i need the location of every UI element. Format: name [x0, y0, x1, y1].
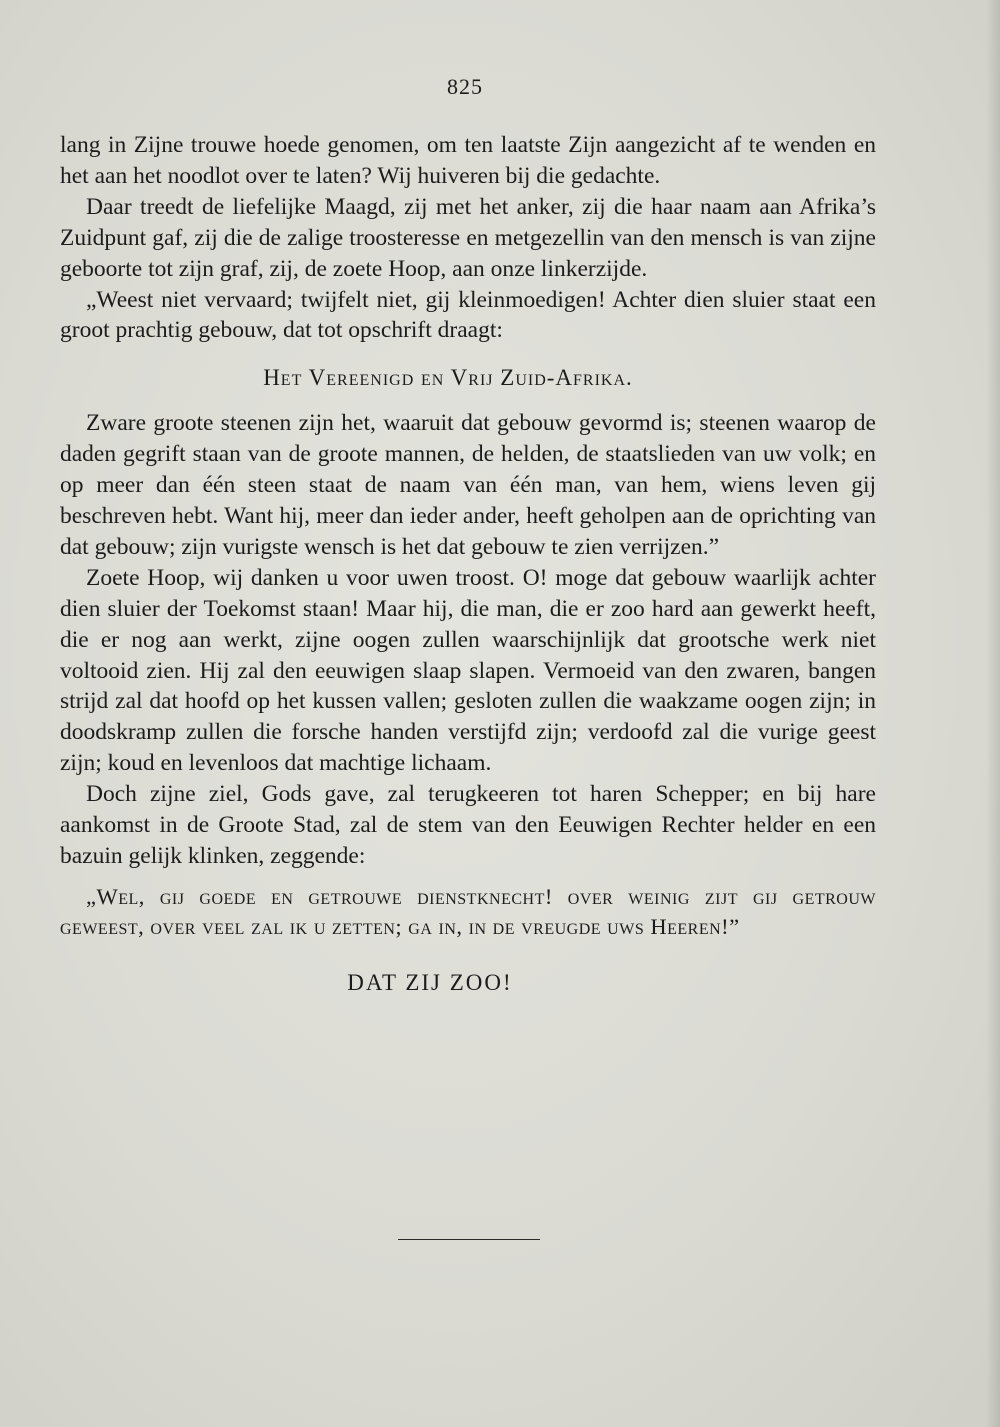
paragraph-thanks: Zoete Hoop, wij danken u voor uwen troost. O! moge dat gebouw waarlijk achter dien sluier der Toekomst staan! Maar hij, die man, die er zoo hard aan gewerkt heeft, die er nog aan werkt, zijne oogen zullen waarschijnlijk dat grootsche werk niet voltooid zien. Hij zal den eeuwigen slaap slapen. Vermoeid van den zwaren, bangen strijd zal dat hoofd op het kussen vallen; gesloten zullen die waakzame oogen zijn; in doodskramp zullen die forsche handen verstijfd zijn; verdoofd zal die vurige geest zijn; koud en levenloos dat machtige lichaam. — [60, 564, 876, 777]
body-text — [60, 130, 876, 999]
paragraph-hope: Daar treedt de liefelijke Maagd, zij met het anker, zij die haar naam aan Afrika’s Zuidpunt gaf, zij die de zalige troosteresse en metgezellin van den mensch is van zijne geboorte tot zijn graf, zij, de zoete Hoop, aan onze linkerzijde. — [60, 193, 876, 282]
page-number: 825 — [447, 74, 483, 99]
biblical-quote: „Wel, gij goede en getrouwe dienstknecht! over weinig zijt gij getrouw geweest, over veel zal ik u zetten; ga in, in de vreugde uws Heeren!” — [60, 883, 876, 939]
end-rule — [398, 1239, 540, 1240]
paragraph-speech: „Weest niet vervaard; twijfelt niet, gij kleinmoedigen! Achter dien sluier staat een groot prachtig gebouw, dat tot opschrift draagt: — [60, 286, 876, 344]
paragraph-continuation: lang in Zijne trouwe hoede genomen, om ten laatste Zijn aangezicht af te wenden en het aan het noodlot over te laten? Wij huiveren bij die gedachte. — [60, 132, 876, 189]
paragraph-stones: Zware groote steenen zijn het, waaruit dat gebouw gevormd is; steenen waarop de daden gegrift staan van de groote mannen, de helden, de staatslieden van uw volk; en op meer dan één steen staat de naam van één man, van hem, wiens leven gij beschreven hebt. Want hij, meer dan ieder ander, heeft geholpen aan de oprichting van dat gebouw; zijn vurigste wensch is het dat gebouw te zien verrijzen.” — [60, 410, 876, 560]
inscription-heading: Het Vereenigd en Vrij Zuid-Afrika. — [263, 365, 633, 391]
paragraph-soul: Doch zijne ziel, Gods gave, zal terugkeeren tot haren Schepper; en bij hare aankomst in de Groote Stad, zal de stem van den Eeuwigen Rechter helder en een bazuin gelijk klinken, zeggende: — [60, 781, 876, 869]
page-edge-shadow — [986, 0, 1000, 1427]
closing-line: DAT ZIJ ZOO! — [347, 969, 513, 995]
